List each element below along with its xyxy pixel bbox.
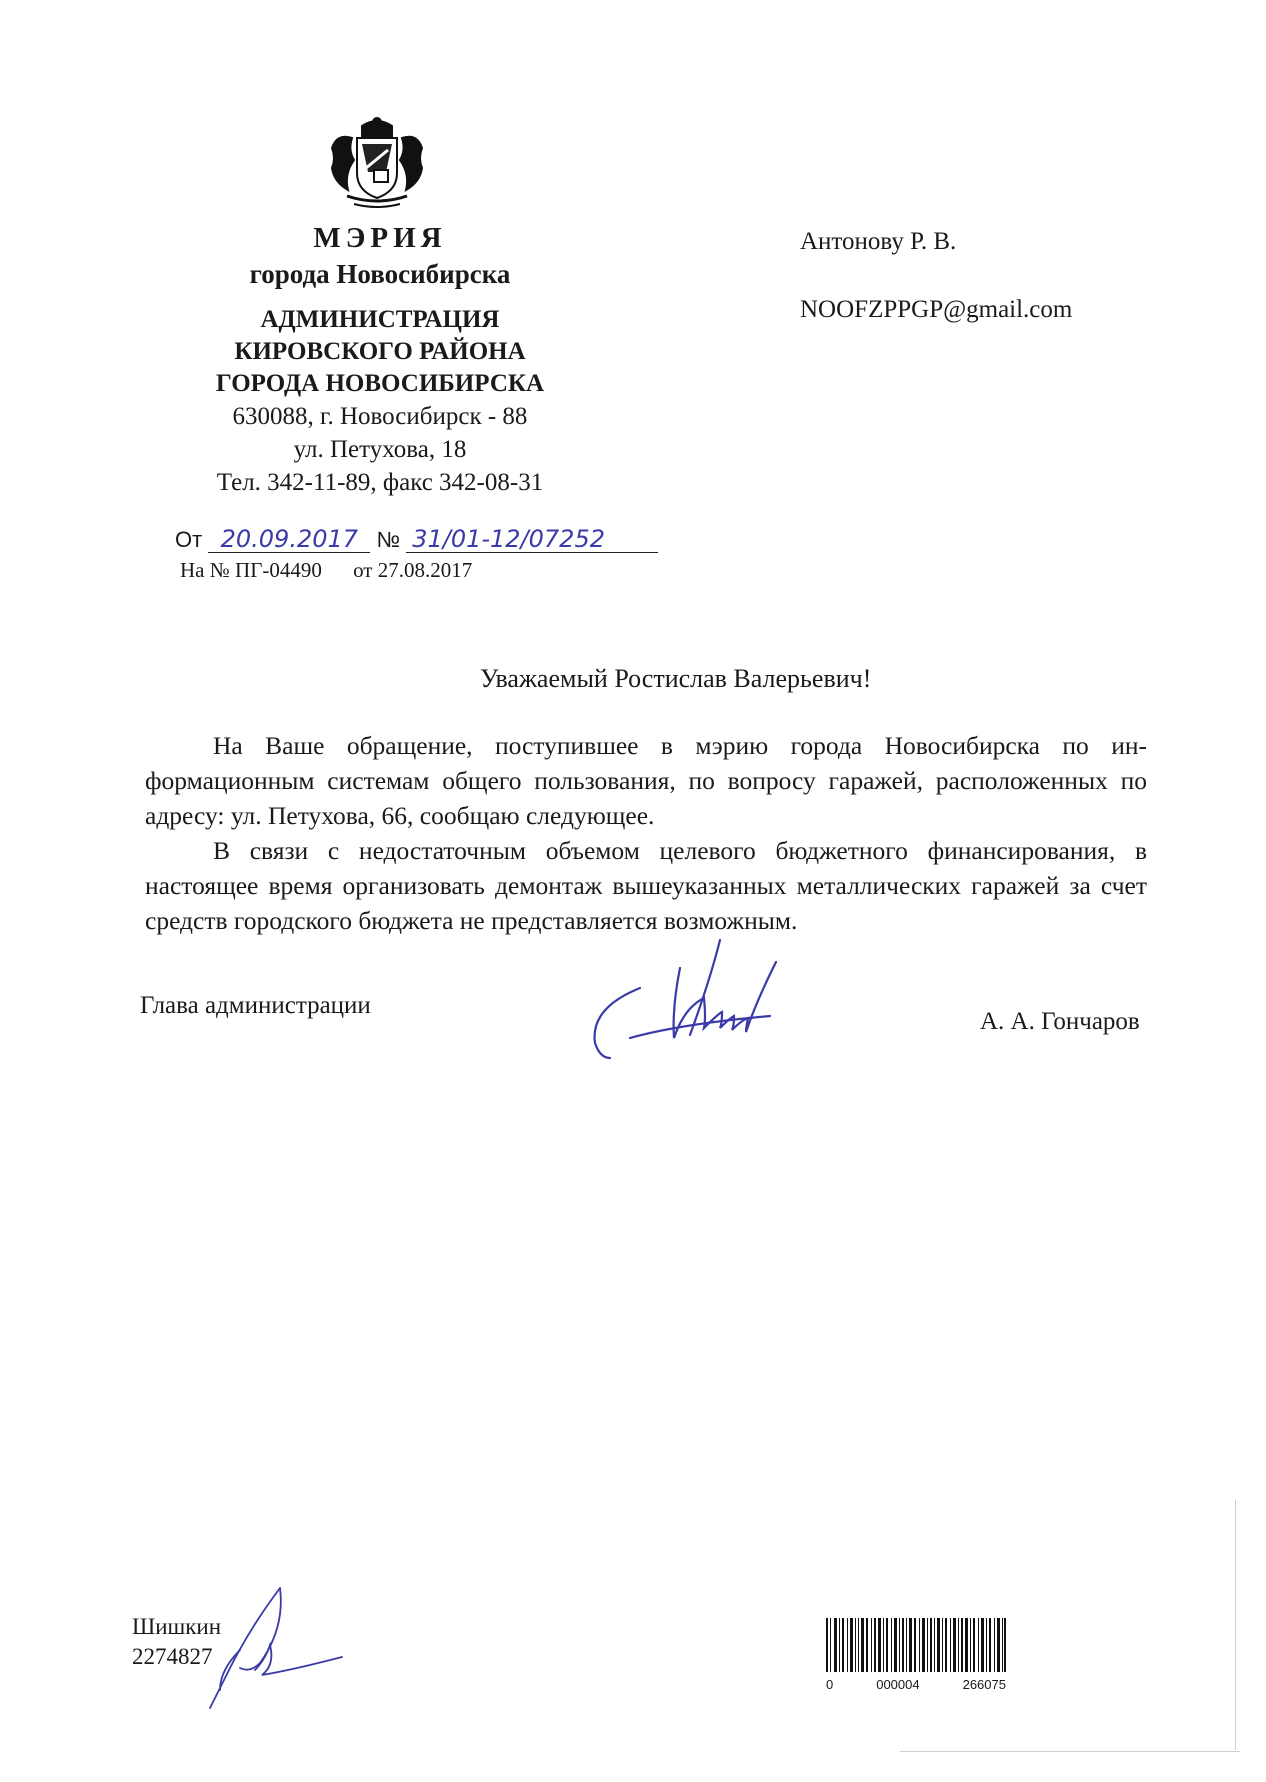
admin-line-1: АДМИНИСТРАЦИЯ: [260, 306, 500, 333]
scan-bottom-line: [900, 1751, 1240, 1752]
signatory-title: Глава администрации: [140, 992, 371, 1019]
paragraph-1: На Ваше обращение, поступившее в мэрию города Новосибирска по информационным системам общего пользования, по вопросу гаражей, расположенных по адресу: ул. Петухова, 66, сообщаю следующее.: [145, 731, 1147, 830]
recipient-email: NOOFZPPGP@gmail.com: [800, 296, 1073, 323]
executor-phone: 2274827: [132, 1644, 213, 1669]
executor-initials-icon: [195, 1580, 375, 1720]
handwritten-date: 20.09.2017: [208, 526, 370, 553]
reference-date: от 27.08.2017: [353, 558, 473, 582]
salutation: Уважаемый Ростислав Валерьевич!: [480, 664, 872, 693]
coat-of-arms-icon: [322, 108, 432, 218]
mayoralty-title: МЭРИЯ: [313, 222, 447, 254]
number-label: №: [376, 527, 401, 552]
scan-edge-line: [1235, 1500, 1236, 1750]
address-line-2: ул. Петухова, 18: [293, 436, 467, 463]
city-name: города Новосибирска: [249, 259, 511, 289]
phone-fax-line: Тел. 342-11-89, факс 342-08-31: [216, 469, 544, 496]
barcode-digits-mid: 000004: [876, 1677, 920, 1692]
signatory-name: А. А. Гончаров: [980, 1008, 1140, 1035]
sender-header: [150, 220, 610, 499]
admin-line-2: КИРОВСКОГО РАЙОНА: [234, 338, 526, 365]
registration-row: [175, 526, 658, 553]
sender-address: [150, 400, 610, 499]
barcode-icon: [826, 1618, 1006, 1672]
handwritten-number: 31/01-12/07252: [406, 526, 658, 553]
administration-name: [150, 304, 610, 400]
barcode-digits-right: 266075: [962, 1677, 1006, 1692]
letter-body: [145, 728, 1147, 938]
paragraph-2: В связи с недостаточным объемом целевого бюджетного финансирования, в настоящее время организовать демонтаж вышеуказанных металлических гаражей за счет средств городского бюджета не представляется возможным.: [145, 836, 1147, 935]
address-line-1: 630088, г. Новосибирск - 88: [232, 403, 528, 430]
barcode-digits: [826, 1677, 1006, 1692]
recipient-name: Антонову Р. В.: [800, 228, 957, 255]
admin-line-3: ГОРОДА НОВОСИБИРСКА: [215, 370, 545, 397]
reference-number: На № ПГ-04490: [180, 558, 322, 582]
reference-row: [180, 558, 472, 583]
from-label: От: [175, 527, 203, 552]
executor-name: Шишкин: [132, 1614, 222, 1639]
barcode-digits-left: 0: [826, 1677, 834, 1692]
signature-icon: [570, 928, 820, 1078]
